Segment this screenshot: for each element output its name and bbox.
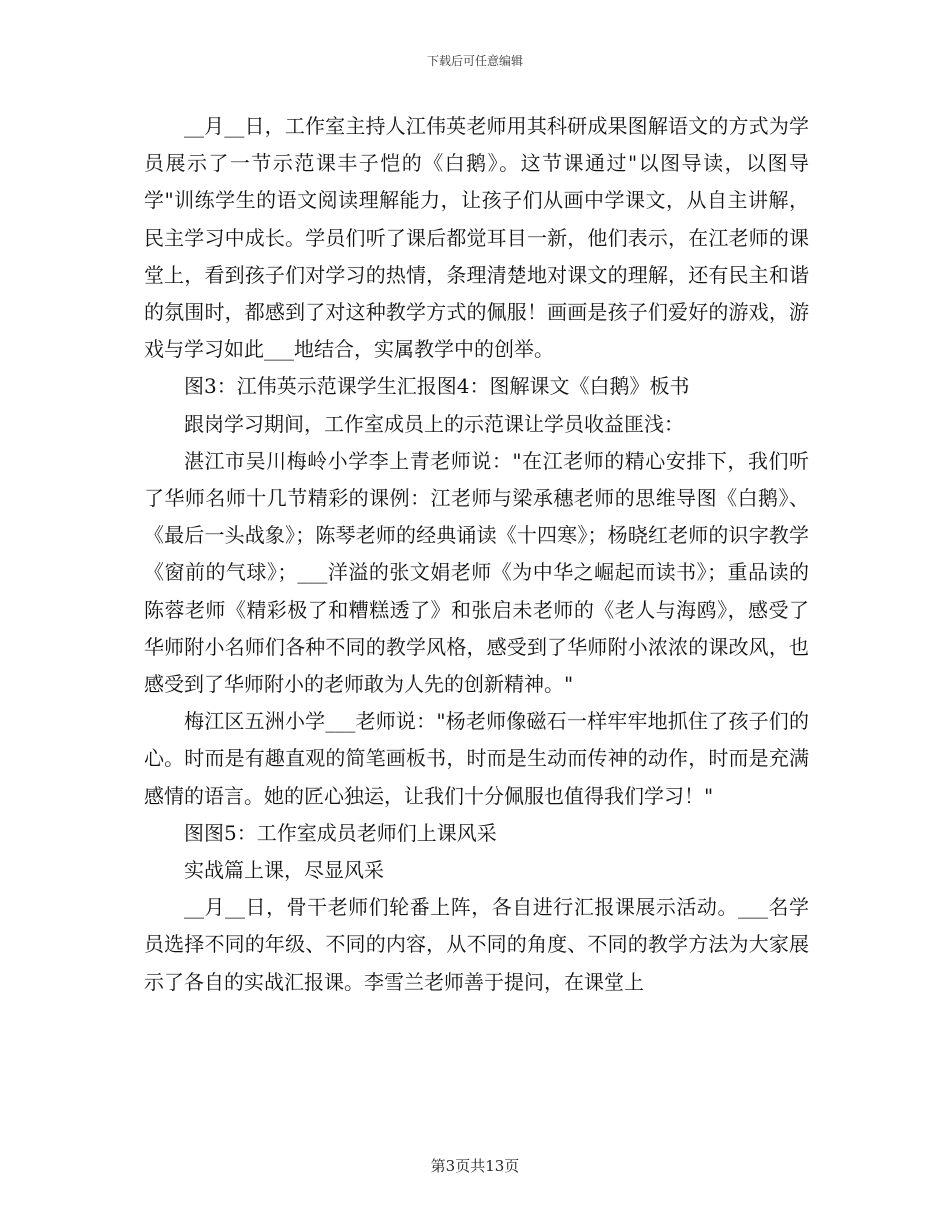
- section-heading-practice: 实战篇上课，尽显风采: [184, 858, 384, 883]
- figure-caption-5: 图图5：工作室成员老师们上课风采: [184, 820, 497, 845]
- page-header: 下载后可任意编辑: [426, 54, 523, 68]
- paragraph-wuzhou-quote: 梅江区五洲小学___老师说："杨老师像磁石一样牢牢地抓住了孩子们的心。时而是有趣直观的简笔画板书，时而是生动而传神的动作，时而是充满感情的语言。她的匠心独运，让我们十分佩服也值得我们学习！": [144, 709, 809, 808]
- paragraph-lesson-demo: __月__日，工作室主持人江伟英老师用其科研成果图解语文的方式为学员展示了一节示范课丰子恺的《白鹅》。这节课通过"以图导读，以图导学"训练学生的语文阅读理解能力，让孩子们从画中学课文，从自主讲解，民主学习中成长。学员们听了课后都觉耳目一新，他们表示，在江老师的课堂上，看到孩子们对学习的热情，条理清楚地对课文的理解，还有民主和谐的氛围时，都感到了对这种教学方式的佩服！画画是孩子们爱好的游戏，游戏与学习如此___地结合，实属教学中的创举。: [144, 114, 809, 362]
- paragraph-practice-lessons: __月__日，骨干老师们轮番上阵，各自进行汇报课展示活动。___名学员选择不同的年级、不同的内容，从不同的角度、不同的教学方法为大家展示了各自的实战汇报课。李雪兰老师善于提问，在课堂上: [144, 895, 809, 994]
- page-number: 第3页共13页: [430, 1157, 520, 1175]
- paragraph-teacher-li-quote: 湛江市吴川梅岭小学李上青老师说："在江老师的精心安排下，我们听了华师名师十几节精彩的课例：江老师与梁承穗老师的思维导图《白鹅》、《最后一头战象》；陈琴老师的经典诵读《十四寒》；杨晓红老师的识字教学《窗前的气球》；___洋溢的张文娟老师《为中华之崛起而读书》；重品读的陈蓉老师《精彩极了和糟糕透了》和张启未老师的《老人与海鸥》，感受了华师附小名师们各种不同的教学风格，感受到了华师附小浓浓的课改风，也感受到了华师附小的老师敢为人先的创新精神。": [144, 448, 809, 697]
- paragraph-intro-feedback: 跟岗学习期间，工作室成员上的示范课让学员收益匪浅：: [184, 411, 684, 436]
- figure-caption-3-4: 图3：江伟英示范课学生汇报图4：图解课文《白鹅》板书: [184, 374, 690, 399]
- document-body: [144, 108, 809, 1001]
